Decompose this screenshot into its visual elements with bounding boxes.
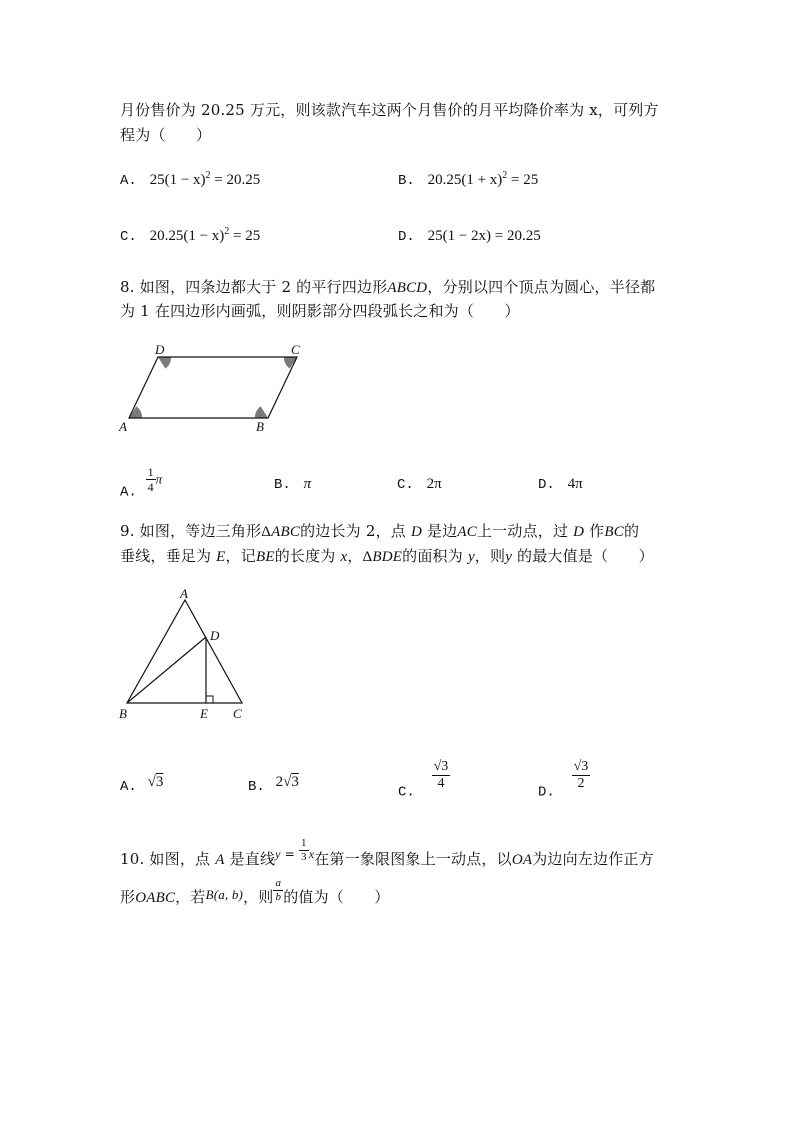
q7-stem-line2: 程为（ ） [120, 126, 212, 144]
q8-option-d: D. 4π [538, 476, 583, 493]
q9-option-c: C. $\frac{√3}{4}$ [398, 759, 449, 801]
q8-parallelogram-figure [115, 340, 315, 435]
q7-stem-line1: 月份售价为 20.25 万元，则该款汽车这两个月售价的月平均降价率为 x，可列方 [120, 101, 659, 119]
q8-stem-line2: 为 1 在四边形内画弧，则阴影部分四段弧长之和为（ ） [120, 302, 520, 320]
label-a: A [119, 419, 127, 434]
label-d: D [155, 342, 165, 357]
label-c: C [233, 706, 242, 721]
triangle-abc [127, 600, 242, 703]
label-a: A [180, 586, 188, 601]
segment-bd [127, 637, 206, 703]
right-angle-mark [206, 696, 213, 703]
q7-option-b: B. $20.25(1 + x)^2 = 25$ [398, 170, 539, 189]
q10-stem-line2: 形OABC，若B(a, b)，则 $\frac{a}{b}$ 的值为（ ） [120, 877, 390, 906]
sector-d [158, 357, 171, 369]
q8-option-b: B. π [274, 476, 312, 493]
q9-option-a: A. √3 [120, 774, 164, 795]
label-d: D [210, 628, 220, 643]
q9-triangle-figure [112, 585, 257, 725]
q7-option-d: D. 25(1 − 2x) = 20.25 [398, 228, 541, 245]
label-b: B [119, 706, 127, 721]
q10-stem-line1: 10. 如图，点 A 是直线$^y$ = $\frac{1}{3}$ $^x$在第一象限图象上一动点，以OA为边向左边作正方 [120, 837, 654, 868]
q7-option-a: A. $25(1 - x)^2 = 20.25$ [120, 170, 261, 189]
q9-stem-line1: 9. 如图，等边三角形ΔABC的边长为 2，点 D 是边AC上一动点，过 D 作BC的 [120, 522, 640, 540]
label-e: E [200, 706, 208, 721]
q8-stem-line1: 8. 如图，四条边都大于 2 的平行四边形ABCD，分别以四个顶点为圆心，半径都 [120, 278, 656, 296]
q9-option-d: D. $\frac{√3}{2}$ [538, 759, 589, 801]
sector-a [129, 406, 142, 418]
sector-c [284, 357, 297, 369]
q8-option-c: C. 2π [397, 476, 442, 493]
q8-option-a: A. $\frac{1}{4}$ π [120, 465, 163, 501]
q7-option-c: C. $20.25(1 - x)^2 = 25$ [120, 226, 261, 245]
q9-option-b: B. 2√3 [248, 774, 299, 795]
label-c: C [291, 342, 300, 357]
q9-stem-line2: 垂线，垂足为 E，记BE的长度为 x，ΔBDE的面积为 y，则y 的最大值是（ ） [120, 547, 654, 565]
parallelogram-outline [129, 357, 297, 418]
label-b: B [256, 419, 264, 434]
sector-b [255, 406, 268, 418]
